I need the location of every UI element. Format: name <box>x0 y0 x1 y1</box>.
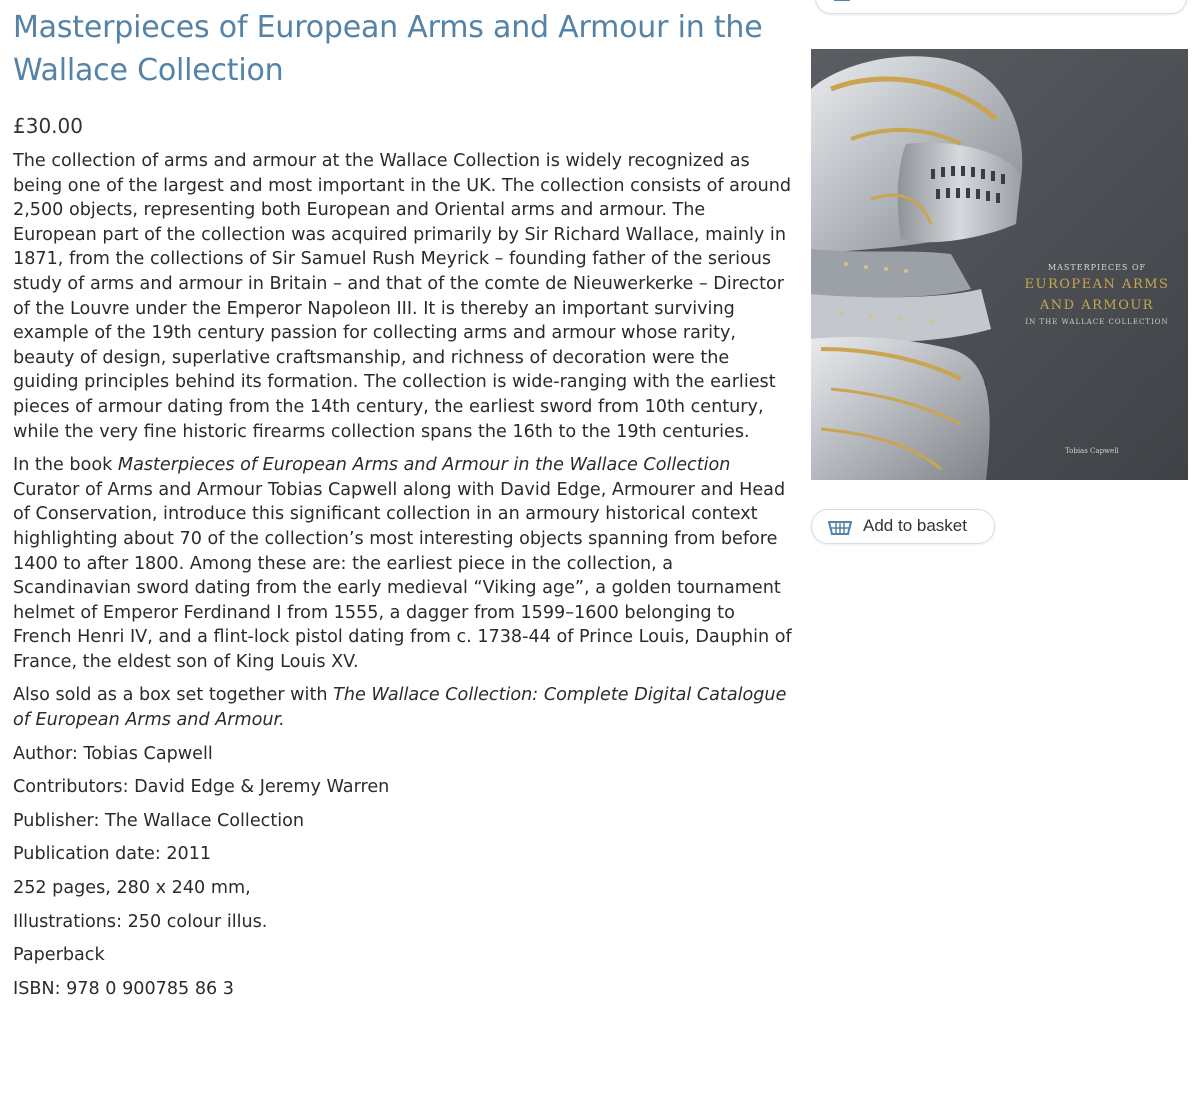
contributors-line: Contributors: David Edge & Jeremy Warren <box>13 777 390 798</box>
cover-line-4: IN THE WALLACE COLLECTION <box>1025 318 1169 326</box>
description-2-suffix: Curator of Arms and Armour Tobias Capwell along with David Edge, Armourer and Head of Conservation, introduce this significant collection in an armoury historical context highlighting about 70 of the collection’s most interesting objects spanning from before 1400 to after 1800. Among these are: the earliest piece in the collection, a Scandinavian sword dating from the early medieval “Viking age”, a golden tournament helmet of Emperor Ferdinand I from 1555, a dagger from 1599–1600 belonging to French Henri IV, and a flint-lock pistol dating from c. 1738-44 of Prince Louis, Dauphin of France, the eldest son of King Louis XV. <box>13 479 792 672</box>
description-2-book-title: Masterpieces of European Arms and Armour in the Wallace Collection <box>117 455 731 476</box>
author-line: Author: Tobias Capwell <box>13 743 213 764</box>
publisher-line: Publisher: The Wallace Collection <box>13 810 305 831</box>
illustrations-line: Illustrations: 250 colour illus. <box>13 911 268 932</box>
basket-icon <box>828 517 852 537</box>
description-paragraph-2 <box>13 453 793 674</box>
book-cover-image <box>811 49 1188 480</box>
product-details <box>13 6 793 1001</box>
cover-line-1: MASTERPIECES OF <box>1047 263 1147 272</box>
pages-dimensions-line: 252 pages, 280 x 240 mm, <box>13 878 251 899</box>
top-action-pill[interactable] <box>815 0 1187 14</box>
product-price: £30.00 <box>13 114 83 138</box>
description-3-prefix: Also sold as a box set together with <box>13 685 334 706</box>
description-paragraph-3 <box>13 683 793 732</box>
cover-line-2: EUROPEAN ARMS <box>1024 277 1170 292</box>
format-line: Paperback <box>13 945 105 966</box>
cover-author: Tobias Capwell <box>1065 447 1119 455</box>
description-paragraph-1: The collection of arms and armour at the Wallace Collection is widely recognized as being one of the largest and most important in the UK. The collection consists of around 2,500 objects, representing both European and Oriental arms and armour. The European part of the collection was acquired primarily by Sir Richard Wallace, mainly in 1871, from the collections of Sir Samuel Rush Meyrick – founding father of the serious study of arms and armour in Britain – and that of the comte de Nieuwerkerke – Director of the Louvre under the Emperor Napoleon III. It is thereby an important surviving example of the 19th century passion for collecting arms and armour whose rarity, beauty of design, superlative craftsmanship, and richness of decoration were the guiding principles behind its formation. The collection is wide-ranging with the earliest pieces of armour dating from the 14th century, the earliest sword from 10th century, while the very fine historic firearms collection spans the 16th to the 19th centuries. <box>13 151 792 442</box>
cover-line-3: AND ARMOUR <box>1039 298 1155 313</box>
description-3-box-set-title: The Wallace Collection: Complete Digital Catalogue of European Arms and Armour. <box>13 685 787 731</box>
publication-date-line: Publication date: 2011 <box>13 844 212 865</box>
isbn-line: ISBN: 978 0 900785 86 3 <box>13 978 234 999</box>
pill-icon <box>834 0 850 1</box>
description-2-prefix: In the book <box>13 455 118 476</box>
add-to-basket-label: Add to basket <box>863 516 967 535</box>
add-to-basket-button[interactable] <box>811 509 995 544</box>
cover-title-block <box>1009 263 1185 326</box>
product-title: Masterpieces of European Arms and Armour in the Wallace Collection <box>13 10 763 88</box>
